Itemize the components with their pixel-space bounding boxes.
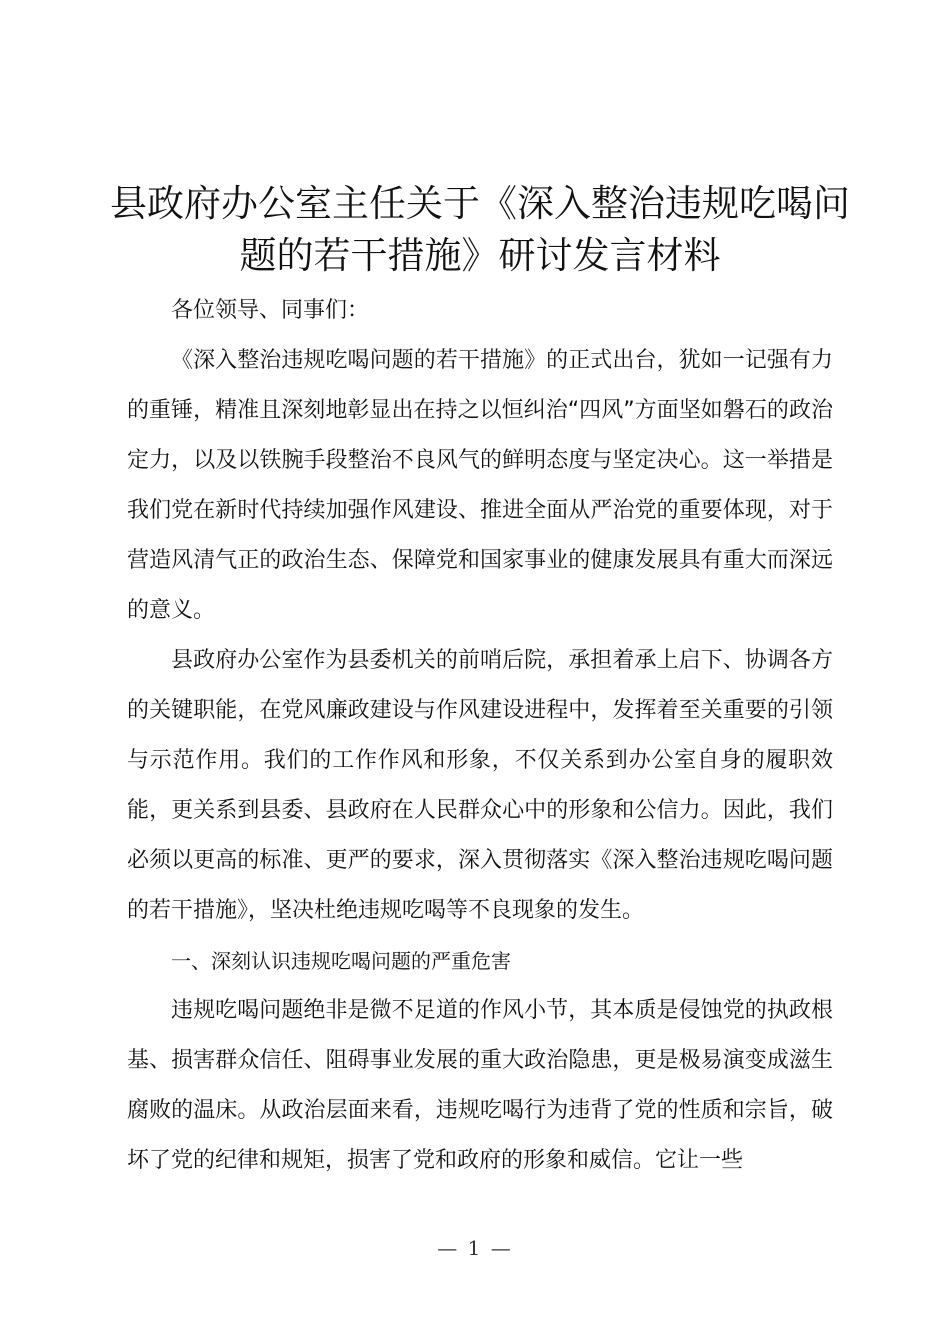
document-body [127, 286, 833, 1186]
title-line-1: 县政府办公室主任关于《深入整治违规吃喝问 [110, 182, 850, 225]
paragraph-1: 《深入整治违规吃喝问题的若干措施》的正式出台，犹如一记强有力的重锤，精准且深刻地彰显出在持之以恒纠治“四风”方面坚如磐石的政治定力，以及以铁腕手段整治不良风气的鲜明态度与坚定决心。这一举措是我们党在新时代持续加强作风建设、推进全面从严治党的重要体现，对于营造风清气正的政治生态、保障党和国家事业的健康发展具有重大而深远的意义。 [127, 348, 833, 623]
salutation: 各位领导、同事们： [171, 298, 370, 323]
paragraph-2: 县政府办公室作为县委机关的前哨后院，承担着承上启下、协调各方的关键职能，在党风廉政建设与作风建设进程中，发挥着至关重要的引领与示范作用。我们的工作作风和形象，不仅关系到办公室自身的履职效能，更关系到县委、县政府在人民群众心中的形象和公信力。因此，我们必须以更高的标准、更严的要求，深入贯彻落实《深入整治违规吃喝问题的若干措施》，坚决杜绝违规吃喝等不良现象的发生。 [127, 648, 833, 923]
section-heading: 一、深刻认识违规吃喝问题的严重危害 [171, 949, 511, 973]
document-title [100, 178, 860, 282]
page-number: — 1 — [437, 1236, 513, 1260]
section-paragraph: 违规吃喝问题绝非是微不足道的作风小节，其本质是侵蚀党的执政根基、损害群众信任、阻碍事业发展的重大政治隐患，更是极易演变成滋生腐败的温床。从政治层面来看，违规吃喝行为违背了党的性质和宗旨，破坏了党的纪律和规矩，损害了党和政府的形象和威信。它让一些 [127, 998, 833, 1173]
title-line-2: 题的若干措施》研讨发言材料 [239, 234, 721, 277]
